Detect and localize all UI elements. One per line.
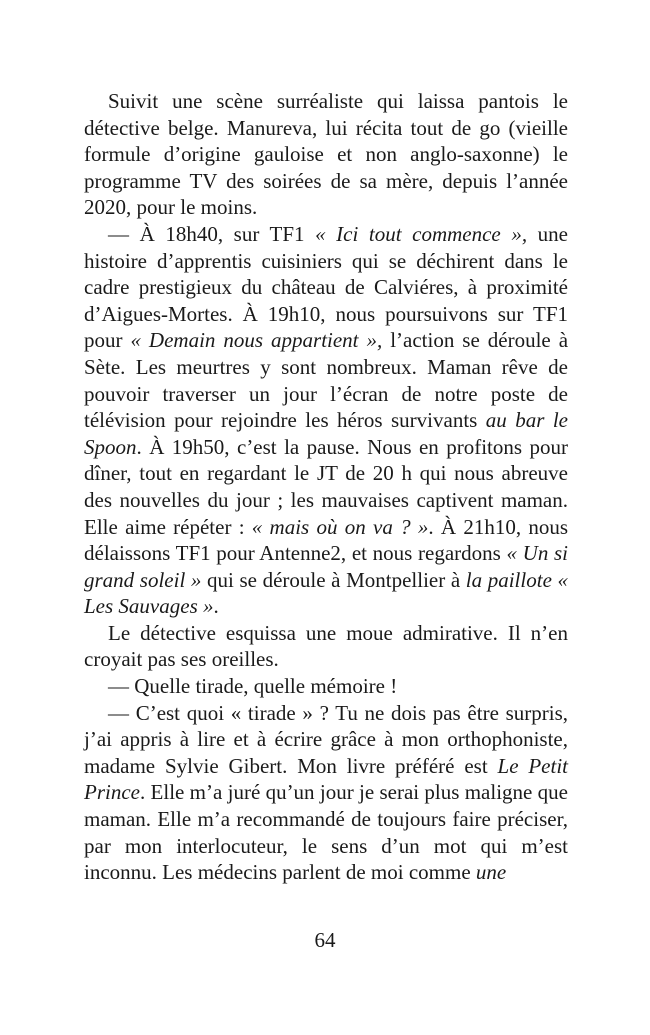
- paragraph-1: [84, 88, 568, 221]
- page-number: 64: [314, 928, 336, 952]
- paragraph-4: [84, 673, 568, 700]
- paragraph-5-text-2: . Elle m’a juré qu’un jour je serai plus maligne que maman. Elle m’a recommandé de toujours faire préciser, par mon interlocuteur, le sens d’un mot qui m’est inconnu. Les médecins parlent de moi comme: [84, 780, 568, 885]
- paragraph-4-text-1: — Quelle tirade, quelle mémoire !: [108, 674, 398, 699]
- italic-une: une: [475, 860, 507, 885]
- paragraph-2-text-2: une histoire d’apprentis cuisiniers qui se déchirent dans le cadre prestigieux du château de Calviéres, à proximité d’Aigues-Mortes. À 19h10, nous poursuivons sur TF1 pour: [84, 221, 568, 353]
- show-title-un-si-grand-soleil: « Un si grand soleil »: [84, 541, 568, 592]
- paragraph-2-text-4: . À 19h50, c’est la pause. Nous en profitons pour dîner, tout en regardant le JT de 20 h qui nous abreuve des nouvelles du jour ; les mauvaises captivent maman. Elle aime répéter :: [84, 434, 568, 539]
- paragraph-2-text-1: — À 18h40, sur TF1: [108, 221, 316, 246]
- italic-au-bar-le-spoon: au bar le Spoon: [84, 408, 569, 459]
- paragraph-2-text-5: . À 21h10, nous délaissons TF1 pour Antenne2, et nous regardons: [84, 514, 568, 566]
- quote-mais-ou-on-va: « mais où on va ? »: [251, 514, 429, 539]
- paragraph-3: [84, 620, 568, 673]
- book-title-le-petit-prince: Le Petit Prince: [84, 753, 569, 805]
- page-body: [84, 88, 568, 886]
- show-title-demain-nous-appartient: « Demain nous appartient »,: [130, 328, 383, 353]
- paragraph-2-text-6: qui se déroule à Montpellier à: [201, 567, 466, 592]
- paragraph-5: [84, 700, 568, 886]
- paragraph-5-text-1: — C’est quoi « tirade » ? Tu ne dois pas être surpris, j’ai appris à lire et à écrire grâce à mon orthophoniste, madame Sylvie Gibert. Mon livre préféré est: [84, 700, 568, 778]
- show-title-ici-tout-commence: « Ici tout commence »,: [315, 221, 528, 246]
- paragraph-2-text-3: l’action se déroule à Sète. Les meurtres y sont nombreux. Maman rêve de pouvoir traverser un jour l’écran de notre poste de télévision pour rejoindre les héros survivants: [84, 328, 569, 433]
- paragraph-2: [84, 221, 568, 620]
- paragraph-1-text-1: Suivit une scène surréaliste qui laissa pantois le détective belge. Manureva, lui récita tout de go (vieille formule d’origine gauloise et non anglo-saxonne) le programme TV des soirées de sa mère, depuis l’année 2020, pour le moins.: [84, 89, 568, 220]
- paragraph-2-text-7: .: [213, 594, 219, 619]
- italic-la-paillote-les-sauvages: la paillote « Les Sauvages »: [84, 567, 568, 619]
- paragraph-3-text-1: Le détective esquissa une moue admirative. Il n’en croyait pas ses oreilles.: [84, 620, 568, 672]
